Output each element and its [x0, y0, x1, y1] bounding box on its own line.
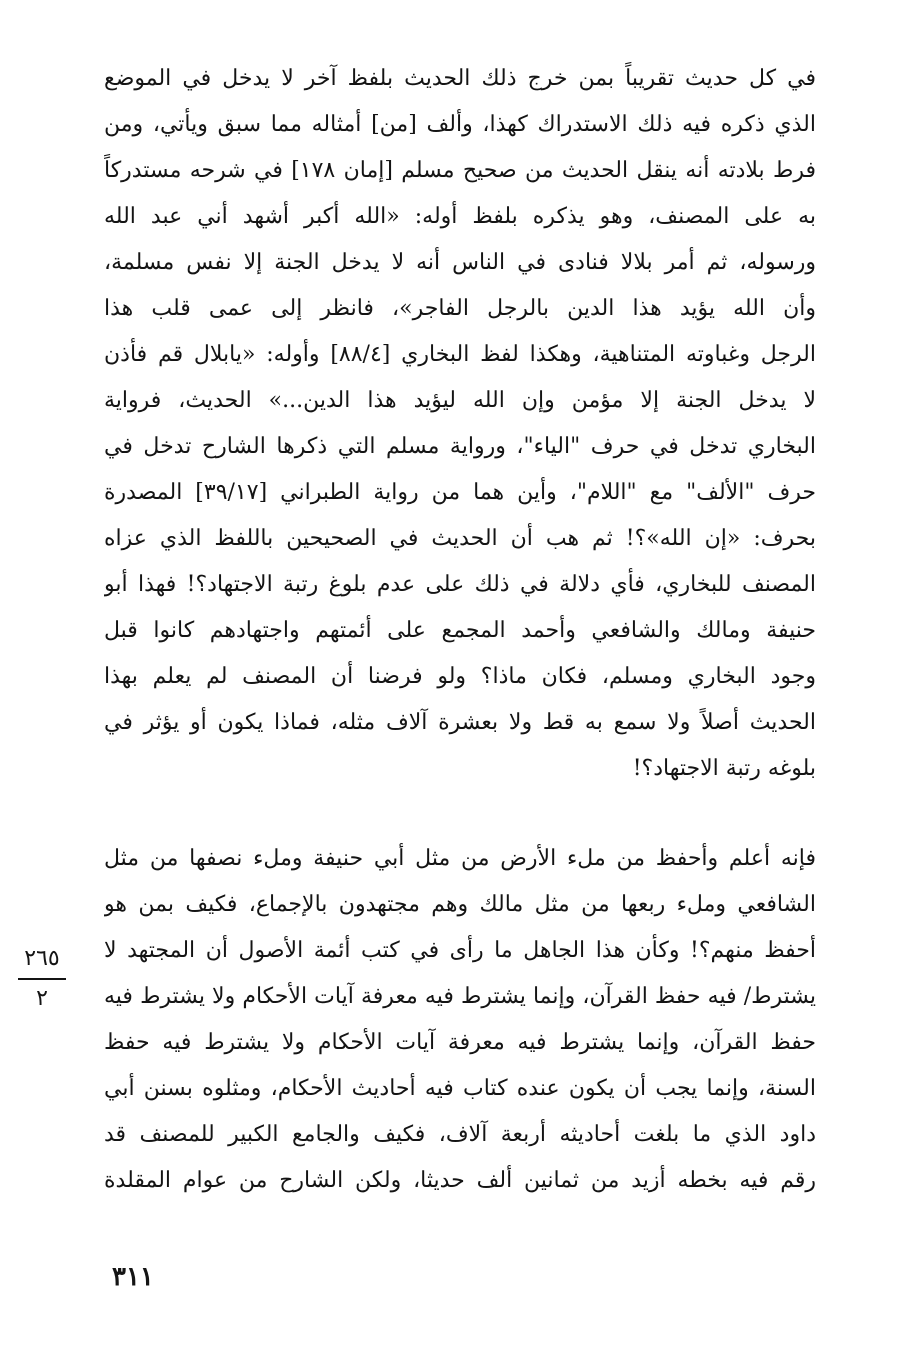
text-line: حفظ القرآن، وإنما يشترط فيه معرفة آيات الأحكام ولا يشترط فيه حفظ [104, 1030, 816, 1055]
text-line: وأن الله يؤيد هذا الدين بالرجل الفاجر»، فانظر إلى عمى قلب هذا [104, 296, 816, 321]
text-line: حرف "الألف" مع "اللام"، وأين هما من رواية الطبراني [٣٩/١٧] المصدرة [104, 480, 816, 505]
text-line: فرط بلادته أنه ينقل الحديث من صحيح مسلم [إمان ١٧٨] في شرحه مستدركاً [104, 158, 816, 183]
text-line: الحديث أصلاً ولا سمع به قط ولا بعشرة آلاف مثله، فماذا يكون أو يؤثر في [104, 710, 816, 735]
page-number: ٣١١ [112, 1262, 154, 1292]
text-line: الشافعي وملء ربعها من مثل مالك وهم مجتهدون بالإجماع، فكيف بمن هو [104, 892, 816, 917]
text-line: أحفظ منهم؟! وكأن هذا الجاهل ما رأى في كتب أئمة الأصول أن المجتهد لا [104, 938, 816, 963]
margin-reference-page: ٢٦٥ [24, 946, 60, 971]
text-line: السنة، وإنما يجب أن يكون عنده كتاب فيه أحاديث الأحكام، ومثلوه بسنن أبي [104, 1076, 816, 1101]
text-line: به على المصنف، وهو يذكره بلفظ أوله: «الله أكبر أشهد أني عبد الله [104, 204, 816, 229]
text-line: البخاري تدخل في حرف "الياء"، ورواية مسلم التي ذكرها الشارح تدخل في [104, 434, 816, 459]
text-line: لا يدخل الجنة إلا مؤمن وإن الله ليؤيد هذا الدين...» الحديث، فرواية [104, 388, 816, 413]
text-line: وجود البخاري ومسلم، فكان ماذا؟ ولو فرضنا أن المصنف لم يعلم بهذا [104, 664, 816, 689]
text-line: الرجل وغباوته المتناهية، وهكذا لفظ البخاري [٨٨/٤] وأوله: «يابلال قم فأذن [104, 342, 816, 367]
margin-reference-volume: ٢ [36, 986, 48, 1011]
text-line: الذي ذكره فيه ذلك الاستدراك كهذا، وألف [من] أمثاله مما سبق ويأتي، ومن [104, 112, 816, 137]
text-line: المصنف للبخاري، فأي دلالة في ذلك على عدم بلوغ رتبة الاجتهاد؟! فهذا أبو [104, 572, 816, 597]
text-line: بحرف: «إن الله»؟! ثم هب أن الحديث في الصحيحين باللفظ الذي عزاه [104, 526, 816, 551]
text-line: يشترط/ فيه حفظ القرآن، وإنما يشترط فيه معرفة آيات الأحكام ولا يشترط فيه [104, 984, 816, 1009]
margin-reference-divider [18, 978, 66, 980]
paragraph-1 [104, 56, 816, 792]
text-line: ورسوله، ثم أمر بلالا فنادى في الناس أنه لا يدخل الجنة إلا نفس مسلمة، [104, 250, 816, 275]
paragraph-2 [104, 836, 816, 1204]
margin-page-reference [14, 944, 70, 1014]
text-line: حنيفة ومالك والشافعي وأحمد المجمع على أئمتهم واجتهادهم كانوا قبل [104, 618, 816, 643]
text-line: في كل حديث تقريباً بمن خرج ذلك الحديث بلفظ آخر لا يدخل في الموضع [104, 66, 816, 91]
text-line: رقم فيه بخطه أزيد من ثمانين ألف حديثا، ولكن الشارح من عوام المقلدة [104, 1168, 816, 1193]
text-line: داود الذي ما بلغت أحاديثه أربعة آلاف، فكيف والجامع الكبير للمصنف قد [104, 1122, 816, 1147]
text-line: بلوغه رتبة الاجتهاد؟! [632, 756, 816, 781]
text-line: فإنه أعلم وأحفظ من ملء الأرض من مثل أبي حنيفة وملء نصفها من مثل [104, 846, 816, 871]
